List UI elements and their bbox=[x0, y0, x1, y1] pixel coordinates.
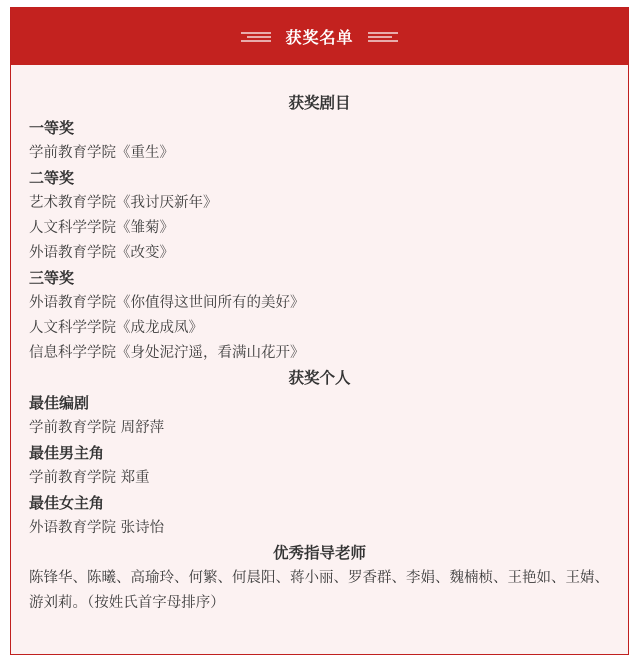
third-prize-label: 三等奖 bbox=[29, 269, 75, 287]
best-actress-winner: 外语教育学院 张诗怡 bbox=[29, 520, 165, 536]
header-left-decoration-icon bbox=[241, 30, 271, 44]
second-prize-item: 外语教育学院《改变》 bbox=[29, 245, 174, 261]
second-prize-item: 人文科学学院《雏菊》 bbox=[29, 220, 174, 236]
best-actor-label: 最佳男主角 bbox=[29, 444, 105, 462]
teachers-names: 陈锋华、陈曦、高瑜玲、何繁、何晨阳、蒋小丽、罗香群、李娟、魏楠桢、王艳如、王婧、游刘莉。（按姓氏首字母排序） bbox=[29, 570, 609, 611]
plays-section-title: 获奖剧目 bbox=[288, 94, 351, 112]
first-prize-item: 学前教育学院《重生》 bbox=[29, 145, 174, 161]
third-prize-item: 信息科学学院《身处泥泞遥，看满山花开》 bbox=[29, 345, 305, 361]
award-content bbox=[11, 65, 628, 616]
header-right-decoration-icon bbox=[368, 30, 398, 44]
teachers-section-title: 优秀指导老师 bbox=[272, 544, 366, 562]
individuals-section-title: 获奖个人 bbox=[288, 369, 351, 387]
second-prize-label: 二等奖 bbox=[29, 169, 75, 187]
best-actor-winner: 学前教育学院 郑重 bbox=[29, 470, 150, 486]
header-bar bbox=[11, 8, 628, 65]
third-prize-item: 人文科学学院《成龙成凤》 bbox=[29, 320, 203, 336]
award-list-card bbox=[10, 7, 629, 655]
best-screenwriter-label: 最佳编剧 bbox=[29, 394, 90, 412]
third-prize-item: 外语教育学院《你值得这世间所有的美好》 bbox=[29, 295, 305, 311]
second-prize-item: 艺术教育学院《我讨厌新年》 bbox=[29, 195, 218, 211]
first-prize-label: 一等奖 bbox=[29, 119, 75, 137]
best-actress-label: 最佳女主角 bbox=[29, 494, 105, 512]
best-screenwriter-winner: 学前教育学院 周舒萍 bbox=[29, 420, 165, 436]
header-title: 获奖名单 bbox=[285, 28, 354, 47]
